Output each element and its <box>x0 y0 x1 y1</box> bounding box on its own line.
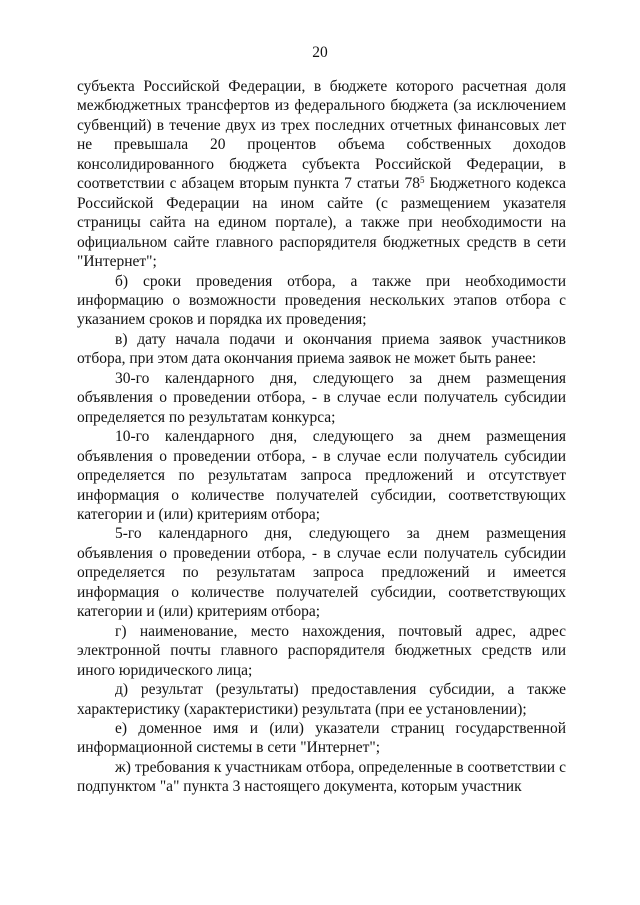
paragraph-deadline-5: 5-го календарного дня, следующего за днем размещения объявления о проведении отбора, - в случае если получатель субсидии определяется по результатам запроса предложений и имеется информация о количестве получателей субсидии, соответствующих категории и (или) критериям отбора; <box>77 525 566 621</box>
paragraph-text-tail: Бюджетного кодекса Российской Федерации на ином сайте (с размещением указателя страницы сайта на едином портале), а также при необходимости на официальном сайте главного распорядителя бюджетных средств в сети "Интернет"; <box>77 175 566 271</box>
paragraph-item-e: е) доменное имя и (или) указатели страниц государственной информационной системы в сети "Интернет"; <box>77 719 566 757</box>
paragraph-item-g: г) наименование, место нахождения, почтовый адрес, адрес электронной почты главного распорядителя бюджетных средств или иного юридического лица; <box>77 622 566 679</box>
page-number: 20 <box>312 44 328 61</box>
paragraph-item-v: в) дату начала подачи и окончания приема заявок участников отбора, при этом дата окончания приема заявок не может быть ранее: <box>77 330 566 368</box>
paragraph-deadline-30: 30-го календарного дня, следующего за днем размещения объявления о проведении отбора, - в случае если получатель субсидии определяется по результатам конкурса; <box>77 369 566 426</box>
superscript-article-number: 5 <box>419 175 425 186</box>
paragraph-text: субъекта Российской Федерации, в бюджете которого расчетная доля межбюджетных трансфертов из федерального бюджета (за исключением субвенций) в течение двух из трех последних отчетных финансовых лет не превышала 20 процентов объема собственных доходов консолидированного бюджета субъекта Российской Федерации, в соответствии с абзацем вторым пункта 7 статьи 78 <box>77 78 566 193</box>
paragraph-item-b: б) сроки проведения отбора, а также при необходимости информацию о возможности проведения нескольких этапов отбора с указанием сроков и порядка их проведения; <box>77 272 566 329</box>
paragraph-deadline-10: 10-го календарного дня, следующего за днем размещения объявления о проведении отбора, - в случае если получатель субсидии определяется по результатам запроса предложений и отсутствует информация о количестве получателей субсидии, соответствующих категории и (или) критериям отбора; <box>77 428 566 523</box>
paragraph-item-zh: ж) требования к участникам отбора, определенные в соответствии с подпунктом "а" пункта 3 настоящего документа, которым участник <box>77 758 566 796</box>
document-body <box>77 77 566 797</box>
paragraph-item-d: д) результат (результаты) предоставления субсидии, а также характеристику (характеристики) результата (при ее установлении); <box>77 681 566 718</box>
paragraph-continuation <box>77 77 566 272</box>
